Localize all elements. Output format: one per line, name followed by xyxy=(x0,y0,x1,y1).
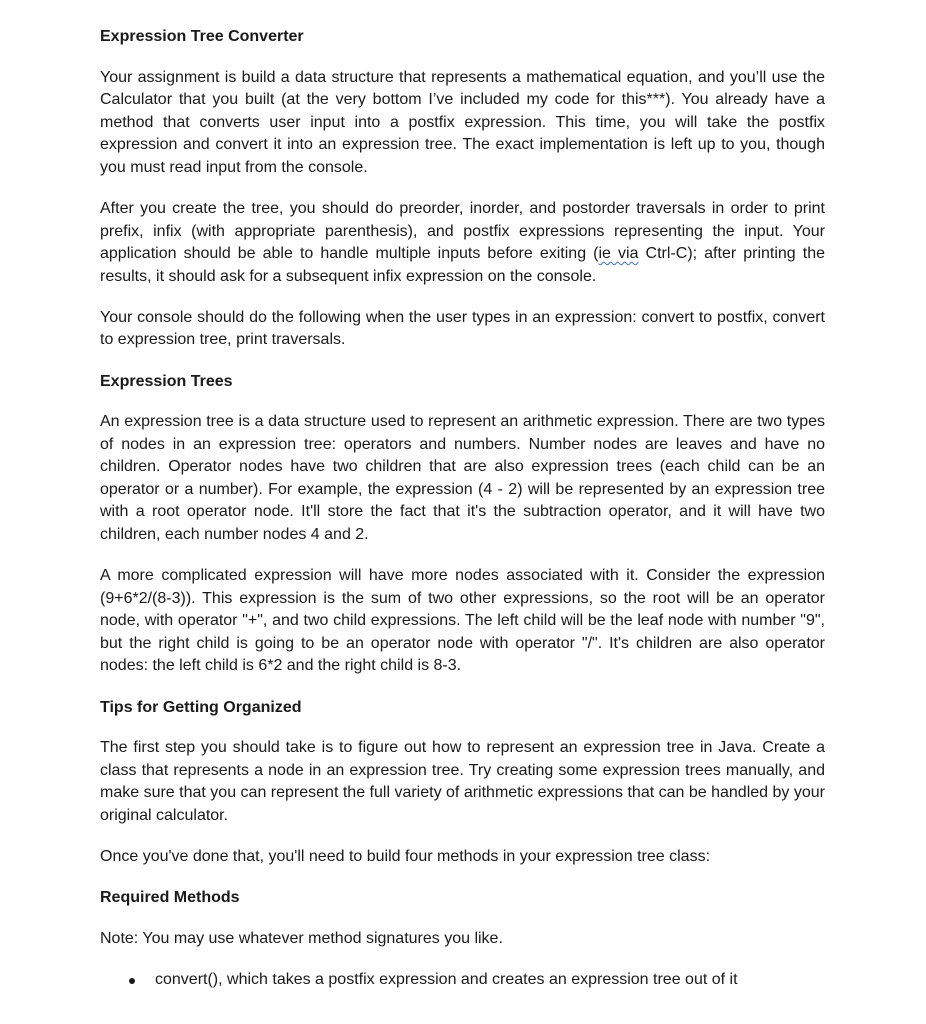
spellcheck-marked-text: ie via xyxy=(598,245,639,263)
list-item xyxy=(100,969,825,992)
section-heading-expression-trees: Expression Trees xyxy=(100,372,233,390)
expression-trees-paragraph-1: An expression tree is a data structure used to represent an arithmetic expression. There are two types of nodes in an expression tree: operators and numbers. Number nodes are leaves and have no children. Operator nodes have two children that are also expression trees (each child can be an operator or a number). For example, the expression (4 - 2) will be represented by an expression tree with a root operator node. It'll store the fact that it's the subtraction operator, and it will have two children, each number nodes 4 and 2. xyxy=(100,413,825,543)
intro-paragraph-1: Your assignment is build a data structure that represents a mathematical equation, and you’ll use the Calculator that you built (at the very bottom I’ve included my code for this***). You already have a method that converts user input into a postfix expression. This time, you will take the postfix expression and convert it into an expression tree. The exact implementation is left up to you, though you must read input from the console. xyxy=(100,68,825,176)
tips-paragraph-2: Once you've done that, you'll need to build four methods in your expression tree class: xyxy=(100,847,711,865)
intro-paragraph-2-text-b: Ctrl-C); after printing the results, it should ask for a subsequent infix expression on the console. xyxy=(100,245,826,285)
required-methods-list xyxy=(100,969,825,992)
section-heading-required-methods: Required Methods xyxy=(100,889,240,907)
expression-trees-paragraph-2: A more complicated expression will have more nodes associated with it. Consider the expression (9+6*2/(8-3)). This expression is the sum of two other expressions, so the root will be an operator node, with operator "+", and two child expressions. The left child will be the leaf node with number "9", but the right child is going to be an operator node with operator "/". It's children are also operator nodes: the left child is 6*2 and the right child is 8-3. xyxy=(100,567,825,675)
section-heading-tips: Tips for Getting Organized xyxy=(100,698,302,716)
bullet-icon xyxy=(129,978,135,984)
intro-paragraph-2-text-a: After you create the tree, you should do preorder, inorder, and postorder traversals in order to print prefix, infix (with appropriate parenthesis), and postfix expressions representing the input. Your application should be able to handle multiple inputs before exiting ( xyxy=(100,199,825,263)
tips-paragraph-1: The first step you should take is to figure out how to represent an expression tree in Java. Create a class that represents a node in an expression tree. Try creating some expression trees manually, and make sure that you can represent the full variety of arithmetic expressions that can be handled by your original calculator. xyxy=(100,739,825,824)
document-title: Expression Tree Converter xyxy=(100,28,304,45)
required-methods-note: Note: You may use whatever method signatures you like. xyxy=(100,929,503,947)
intro-paragraph-3: Your console should do the following when the user types in an expression: convert to postfix, convert to expression tree, print traversals. xyxy=(100,308,825,349)
list-item-text: convert(), which takes a postfix expression and creates an expression tree out of it xyxy=(155,970,738,988)
document-body xyxy=(100,26,825,991)
intro-paragraph-2 xyxy=(100,198,825,288)
